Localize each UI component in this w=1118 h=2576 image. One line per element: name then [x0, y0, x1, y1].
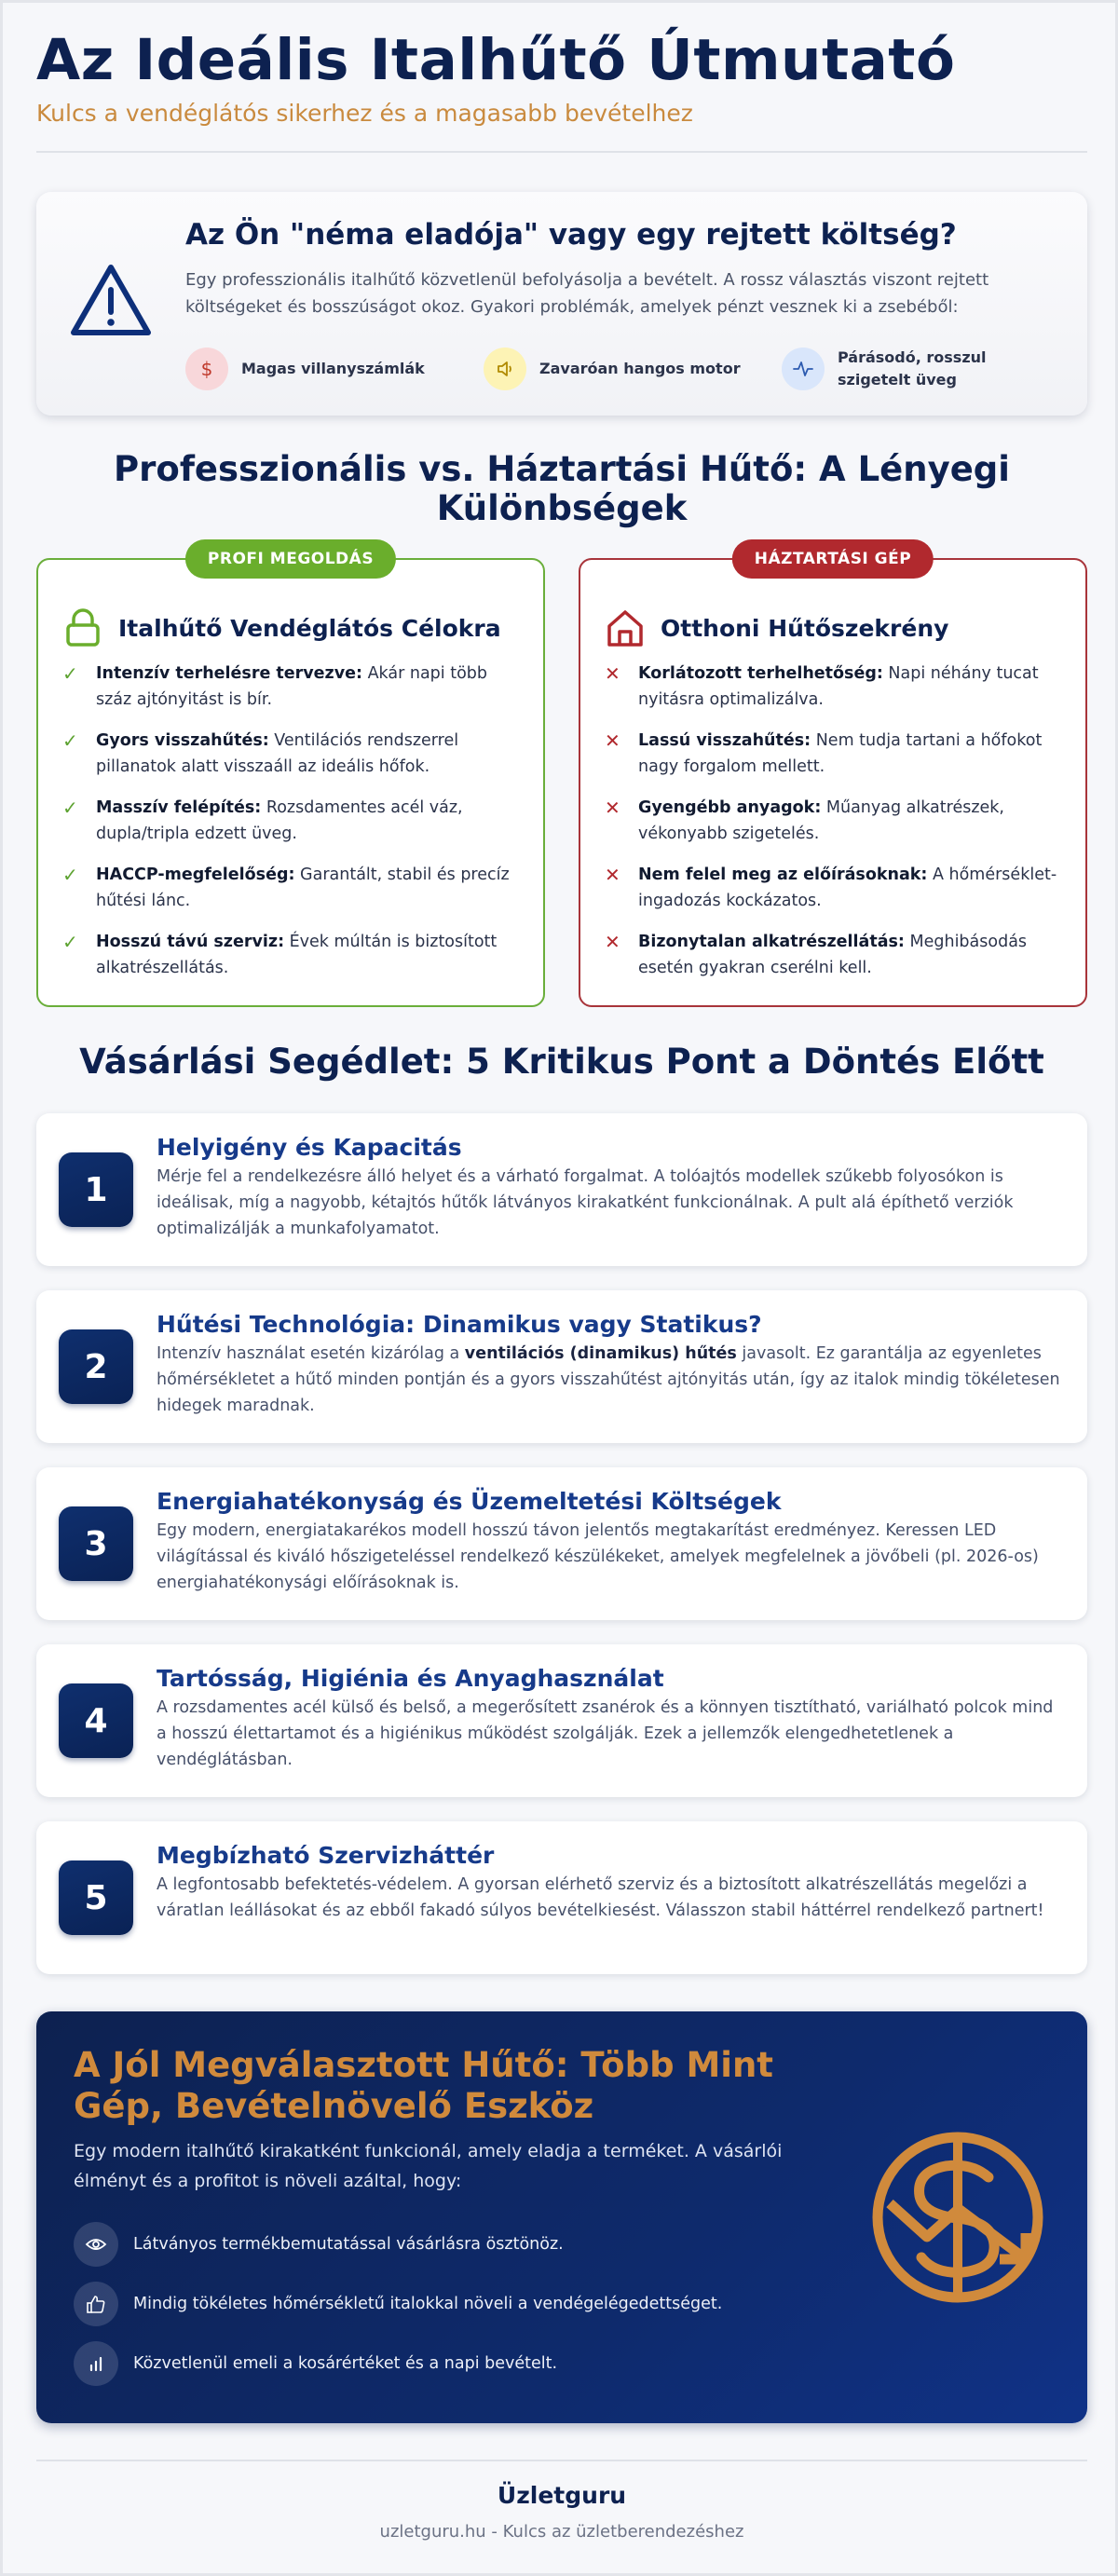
- list-item: ✓ HACCP-megfelelőség: Garantált, stabil és precíz hűtési lánc.: [62, 864, 510, 910]
- cross-icon: ✕: [605, 662, 620, 685]
- thumbs-up-icon: [74, 2282, 118, 2326]
- pro-card: [36, 550, 545, 1007]
- cross-icon: ✕: [605, 864, 620, 886]
- lock-icon: [62, 607, 103, 648]
- pro-heading: Italhűtő Vendéglátós Célokra: [118, 614, 501, 642]
- page-title: Az Ideális Italhűtő Útmutató: [36, 27, 956, 93]
- intro-text: Egy professzionális italhűtő közvetlenül befolyásolja a bevételt. A rossz választás viszont rejtett költségeket és bosszúságot okoz. Gyakori problémák, amelyek pénzt vesznek ki a zsebéből:: [185, 270, 989, 317]
- cross-icon: ✕: [605, 931, 620, 953]
- step-card: [36, 1821, 1087, 1974]
- list-item: ✕ Nem felel meg az előírásoknak: A hőmérséklet-ingadozás kockázatos.: [605, 864, 1057, 910]
- bar-chart-icon: [74, 2341, 118, 2386]
- cross-icon: ✕: [605, 729, 620, 752]
- problem-item: [484, 341, 763, 397]
- pulse-icon: [782, 348, 825, 390]
- home-card: [579, 550, 1087, 1007]
- step-title: Tartósság, Higiénia és Anyaghasználat: [157, 1665, 664, 1692]
- problem-item: [185, 341, 465, 397]
- step-number: 2: [59, 1329, 133, 1404]
- list-item: ✓ Hosszú távú szerviz: Évek múltán is biztosított alkatrészellátás.: [62, 931, 498, 977]
- problem-item: [782, 341, 1061, 397]
- growth-logo-icon: [869, 2129, 1046, 2306]
- list-item: ✓ Masszív felépítés: Rozsdamentes acél váz, dupla/tripla edzett üveg.: [62, 797, 463, 843]
- step-title: Megbízható Szervizháttér: [157, 1842, 495, 1869]
- step-title: Helyigény és Kapacitás: [157, 1134, 462, 1161]
- cta-item-label: Közvetlenül emeli a kosárértéket és a napi bevételt.: [133, 2354, 558, 2373]
- home-heading: Otthoni Hűtőszekrény: [661, 614, 949, 642]
- problem-label: Zavaróan hangos motor: [539, 360, 741, 377]
- step-card: [36, 1113, 1087, 1266]
- pro-badge: PROFI MEGOLDÁS: [185, 539, 396, 579]
- cta-item: [74, 2341, 557, 2386]
- step-card: [36, 1644, 1087, 1797]
- step-card: [36, 1467, 1087, 1620]
- home-list: [605, 661, 1061, 996]
- step-text: A legfontosabb befektetés-védelem. A gyorsan elérhető szerviz és a biztosított alkatrészellátás megelőzi a váratlan leállásokat és az ebből fakadó súlyos bevételkiesést. Válasszon stabil háttérrel rendelkező partnert!: [157, 1875, 1044, 1920]
- cta-panel: [36, 2011, 1087, 2423]
- cross-icon: ✕: [605, 797, 620, 819]
- problem-label: Magas villanyszámlák: [241, 360, 425, 377]
- speaker-icon: [484, 348, 526, 390]
- footer-text: uzletguru.hu - Kulcs az üzletberendezéshez: [379, 2522, 744, 2542]
- cta-item-label: Látványos termékbemutatással vásárlásra ösztönöz.: [133, 2235, 564, 2254]
- home-badge: HÁZTARTÁSI GÉP: [732, 539, 934, 579]
- check-icon: ✓: [62, 662, 78, 685]
- step-text: Intenzív használat esetén kizárólag a ventilációs (dinamikus) hűtés javasolt. Ez garantálja az egyenletes hőmérsékletet a hűtő minden pontján és a gyors visszahűtést ajtónyitás után, így az italok mindig tökéletesen hidegek maradnak.: [157, 1344, 1060, 1415]
- guide-title: Vásárlási Segédlet: 5 Kritikus Pont a Döntés Előtt: [79, 1042, 1044, 1082]
- step-text: A rozsdamentes acél külső és belső, a megerősített zsanérok és a könnyen tisztítható, variálható polcok mind a hosszú élettartamot és a higiénikus működést szolgálják. Ezek a jellemzők elengedhetetlenek a vendéglátásban.: [157, 1698, 1054, 1769]
- list-item: ✕ Korlátozott terhelhetőség: Napi néhány tucat nyitásra optimalizálva.: [605, 662, 1039, 709]
- check-icon: ✓: [62, 797, 78, 819]
- list-item: ✓ Gyors visszahűtés: Ventilációs rendszerrel pillanatok alatt visszaáll az ideális hőfok.: [62, 729, 459, 776]
- step-number: 1: [59, 1152, 133, 1227]
- house-icon: [605, 607, 646, 648]
- pro-list: [62, 661, 519, 996]
- step-number: 4: [59, 1683, 133, 1758]
- step-title: Hűtési Technológia: Dinamikus vagy Statikus?: [157, 1311, 762, 1338]
- check-icon: ✓: [62, 729, 78, 752]
- eye-icon: [74, 2222, 118, 2267]
- check-icon: ✓: [62, 931, 78, 953]
- list-item: ✕ Bizonytalan alkatrészellátás: Meghibásodás esetén gyakran cserélni kell.: [605, 931, 1028, 977]
- step-number: 3: [59, 1506, 133, 1581]
- divider: [36, 151, 1087, 153]
- cta-item: [74, 2222, 564, 2267]
- cta-item: [74, 2282, 722, 2326]
- list-item: ✓ Intenzív terhelésre tervezve: Akár napi több száz ajtónyitást is bír.: [62, 662, 487, 709]
- problem-label: Párásodó, rosszul szigetelt üveg: [838, 348, 987, 388]
- intro-card: [36, 192, 1087, 416]
- list-item: ✕ Gyengébb anyagok: Műanyag alkatrészek, vékonyabb szigetelés.: [605, 797, 1004, 843]
- step-text: Mérje fel a rendelkezésre álló helyet és a várható forgalmat. A tolóajtós modellek szűkebb folyosókon is ideálisak, míg a nagyobb, kétajtós hűtők látványos kirakatként funkcionálnak. A pult alá építhető verziók optimalizálják a munkafolyamatot.: [157, 1167, 1014, 1238]
- page-subtitle: Kulcs a vendéglátós sikerhez és a magasabb bevételhez: [36, 100, 693, 127]
- cta-title: A Jól Megválasztott Hűtő: Több Mint Gép, Bevételnövelő Eszköz: [74, 2045, 773, 2126]
- list-item: ✕ Lassú visszahűtés: Nem tudja tartani a hőfokot nagy forgalom mellett.: [605, 729, 1043, 776]
- step-number: 5: [59, 1860, 133, 1935]
- divider: [36, 2460, 1087, 2461]
- step-card: [36, 1290, 1087, 1443]
- step-title: Energiahatékonyság és Üzemeltetési Költségek: [157, 1488, 782, 1515]
- cta-text: Egy modern italhűtő kirakatként funkcionál, amely eladja a terméket. A vásárlói élményt és a profitot is növeli azáltal, hogy:: [74, 2141, 783, 2191]
- intro-title: Az Ön "néma eladója" vagy egy rejtett költség?: [185, 218, 957, 252]
- cta-item-label: Mindig tökéletes hőmérsékletű italokkal növeli a vendégelégedettséget.: [133, 2295, 723, 2313]
- step-text: Egy modern, energiatakarékos modell hosszú távon jelentős megtakarítást eredményez. Keressen LED világítással és kiváló hőszigeteléssel rendelkező készülékeket, amelyek megfelelnek a jövőbeli (pl. 2026-os) energiahatékonysági előírásoknak is.: [157, 1521, 1039, 1592]
- warning-icon: [68, 262, 154, 338]
- check-icon: ✓: [62, 864, 78, 886]
- footer-brand: Üzletguru: [497, 2482, 627, 2509]
- dollar-icon: $: [185, 348, 228, 390]
- comparison-title: Professzionális vs. Háztartási Hűtő: A Lényegi Különbségek: [114, 449, 1010, 528]
